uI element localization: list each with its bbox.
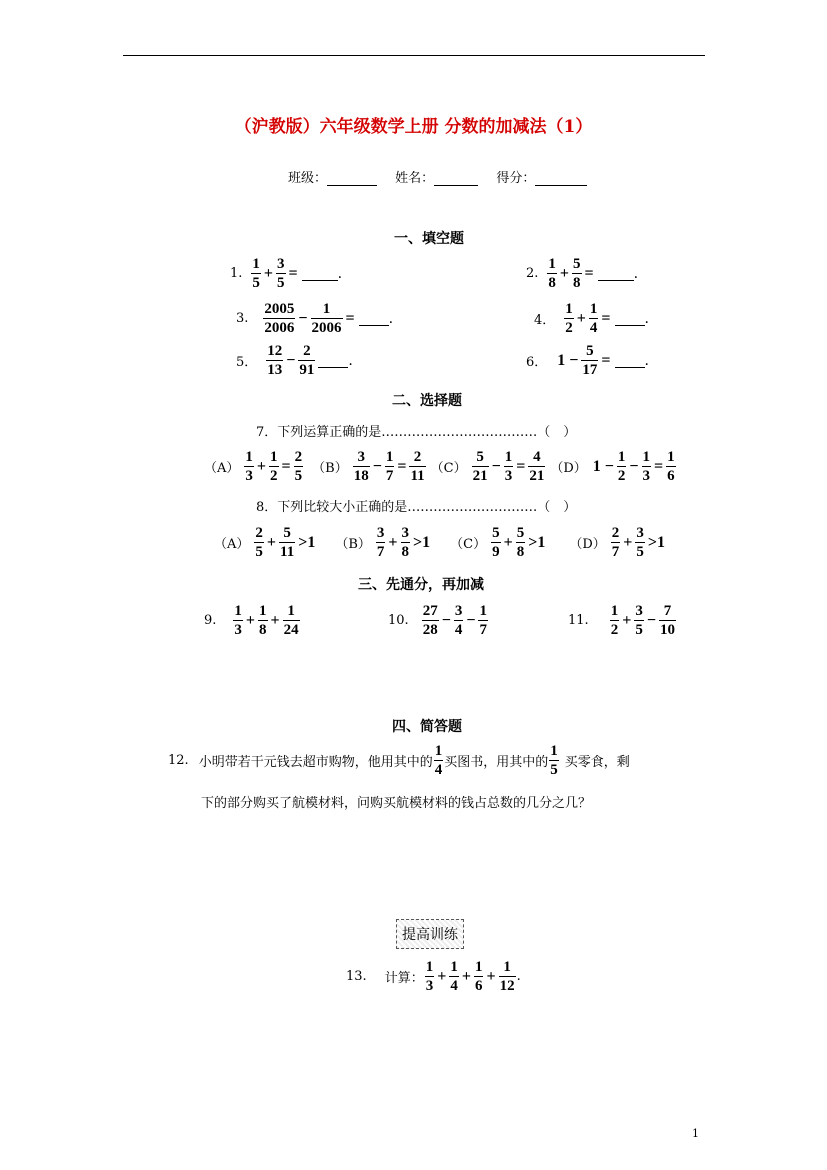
denominator: 18	[353, 468, 369, 484]
numerator: 5	[283, 525, 291, 541]
operator: −	[646, 611, 656, 629]
answer-blank[interactable]	[615, 353, 645, 368]
numerator: 2	[255, 525, 263, 541]
class-label: 班级：	[288, 171, 328, 186]
denominator: 8	[516, 544, 525, 560]
info-line	[288, 167, 587, 186]
question-4: 4． $\frac{1}{2}$ + $\frac{1}{4}$ = .	[534, 301, 649, 336]
class-field[interactable]	[327, 171, 377, 186]
equals-sign: =	[584, 264, 594, 282]
denominator: 7	[385, 468, 394, 484]
numerator: 1	[322, 301, 331, 317]
numerator: 2	[611, 525, 620, 541]
question-2: 2. $\frac{1}{8}$ + $\frac{5}{8}$ = .	[526, 256, 639, 291]
denominator: 5	[636, 544, 644, 560]
fraction	[401, 524, 411, 561]
equals-sign: =	[601, 309, 611, 327]
fraction	[474, 958, 484, 995]
option-label: （B）	[312, 461, 348, 476]
numerator: 1	[234, 603, 242, 619]
denominator: 2	[610, 622, 619, 638]
operator: −	[491, 457, 501, 475]
numerator: 1	[610, 603, 619, 619]
operator: >1	[528, 533, 546, 551]
denominator: 11	[280, 544, 295, 560]
fraction	[478, 602, 488, 639]
question-number: 9.	[204, 613, 217, 628]
numerator: 1	[504, 449, 513, 465]
fraction	[254, 524, 264, 561]
numerator: 3	[401, 525, 410, 541]
numerator: 1	[617, 449, 626, 465]
fraction	[528, 448, 545, 485]
operator: +	[623, 533, 633, 551]
denominator: 5	[277, 275, 285, 291]
numerator: 3	[635, 603, 643, 619]
question-number: 13.	[346, 969, 367, 984]
numerator: 4	[533, 449, 541, 465]
numerator: 3	[376, 525, 385, 541]
operator: =	[397, 457, 407, 475]
fraction	[635, 524, 645, 561]
fraction	[353, 448, 370, 485]
whole-number: 1	[557, 351, 566, 369]
question-number: 2.	[526, 266, 539, 281]
question-number: 6．	[526, 355, 548, 370]
fraction	[263, 300, 295, 337]
section-fill-heading: 一、填空题	[394, 231, 464, 247]
fraction	[409, 448, 425, 485]
numerator: 1	[287, 603, 295, 619]
numerator: 3	[454, 603, 463, 619]
question-6: 6． 1 − $\frac{5}{17}$ = .	[526, 343, 649, 378]
question-number: 11.	[568, 613, 589, 628]
question-12-line-2: 下的部分购买了航模材料，问购买航模材料的钱占总数的几分之几？	[201, 796, 592, 811]
option-c[interactable]	[450, 524, 547, 561]
fraction	[376, 524, 386, 561]
question-12-line-1	[168, 742, 630, 779]
denominator: 21	[472, 468, 488, 484]
denominator: 10	[659, 622, 675, 638]
numerator: 1	[503, 959, 511, 975]
fraction	[504, 448, 514, 485]
operator: +	[486, 967, 496, 985]
question-3: 3. $\frac{2005}{2006}$ − $\frac{1}{2006}$ = .	[236, 301, 394, 336]
answer-blank[interactable]	[359, 311, 389, 326]
name-label: 姓名：	[395, 171, 435, 186]
numerator: 1	[550, 743, 558, 759]
fraction	[258, 602, 268, 639]
fraction	[298, 342, 315, 379]
question-number: 5．	[236, 355, 258, 370]
denominator: 12	[499, 978, 515, 994]
denominator: 7	[611, 544, 620, 560]
numerator: 5	[573, 256, 581, 272]
operator: −	[286, 351, 296, 369]
question-number: 3.	[236, 311, 249, 326]
numerator: 1	[252, 256, 260, 272]
numerator: 1	[425, 959, 434, 975]
operator: 1	[592, 457, 601, 475]
option-c[interactable]	[431, 448, 547, 485]
option-label: （C）	[430, 461, 467, 476]
fraction	[276, 255, 286, 292]
equals-sign: =	[601, 351, 611, 369]
question-number: 12.	[168, 753, 189, 768]
fraction	[516, 524, 526, 561]
fraction	[269, 448, 279, 485]
fraction	[642, 448, 652, 485]
fraction	[611, 524, 621, 561]
denominator: 6	[667, 468, 675, 484]
option-label: （D）	[569, 537, 606, 552]
operator: +	[622, 611, 632, 629]
denominator: 5	[294, 468, 303, 484]
fraction	[547, 255, 557, 292]
page-number: 1	[692, 1127, 699, 1140]
fraction	[251, 255, 261, 292]
question-number: 10.	[388, 613, 409, 628]
numerator: 1	[548, 256, 556, 272]
denominator: 7	[376, 544, 385, 560]
answer-blank[interactable]	[598, 266, 634, 281]
numerator: 3	[277, 256, 285, 272]
fraction	[472, 448, 489, 485]
denominator: 28	[422, 622, 438, 638]
answer-blank[interactable]	[302, 266, 338, 281]
numerator: 2	[294, 449, 303, 465]
numerator: 1	[450, 959, 458, 975]
fraction	[294, 448, 304, 485]
operator: =	[654, 457, 664, 475]
numerator: 1	[434, 743, 443, 759]
denominator: 8	[401, 544, 410, 560]
section-choice-heading: 二、选择题	[392, 393, 462, 409]
fraction	[549, 742, 559, 779]
question-7-stem: 7．下列运算正确的是………………………………（ ）	[256, 425, 577, 440]
fraction	[266, 342, 283, 379]
denominator: 5	[252, 275, 260, 291]
denominator: 24	[283, 622, 299, 638]
operator: +	[437, 967, 447, 985]
operator: +	[256, 457, 267, 475]
denominator: 13	[267, 362, 283, 378]
operator: −	[441, 611, 451, 629]
denominator: 3	[425, 978, 434, 994]
option-b[interactable]	[312, 448, 427, 485]
score-field[interactable]	[535, 171, 587, 186]
question-9	[204, 602, 301, 639]
option-label: （D）	[550, 461, 587, 476]
numerator: 5	[516, 525, 525, 541]
denominator: 5	[550, 762, 558, 778]
question-number: 4．	[534, 313, 556, 328]
question-11	[568, 602, 677, 639]
denominator: 6	[474, 978, 483, 994]
denominator: 3	[642, 468, 651, 484]
question-5: 5． $\frac{12}{13}$ − $\frac{2}{91}$ .	[236, 343, 353, 378]
question-10	[388, 602, 489, 639]
question-8-options	[214, 524, 667, 561]
operator: −	[298, 309, 308, 327]
operator: >1	[647, 533, 666, 551]
numerator: 1	[270, 449, 278, 465]
denominator: 2	[565, 320, 573, 336]
denominator: 8	[573, 275, 581, 291]
fraction	[279, 524, 295, 561]
question-number: 1.	[230, 266, 243, 281]
fraction	[311, 300, 343, 337]
denominator: 2006	[264, 320, 295, 336]
question-7-options	[204, 448, 677, 485]
fraction	[454, 602, 464, 639]
denominator: 91	[299, 362, 315, 378]
advanced-practice-badge: 提高训练	[396, 919, 464, 949]
denominator: 4	[434, 762, 443, 778]
operator: +	[461, 967, 471, 985]
option-d[interactable]	[550, 448, 676, 485]
operator: −	[372, 457, 382, 475]
operator: −	[629, 457, 639, 475]
numerator: 1	[589, 301, 598, 317]
fraction	[589, 300, 599, 337]
fraction	[244, 448, 254, 485]
option-label: （B）	[335, 537, 371, 552]
denominator: 3	[504, 468, 513, 484]
operator: >1	[413, 533, 431, 551]
operator: −	[466, 611, 476, 629]
fraction	[564, 300, 574, 337]
name-field[interactable]	[434, 171, 478, 186]
denominator: 8	[548, 275, 556, 291]
question-text: 买零食，剩	[564, 755, 630, 770]
fraction	[610, 602, 620, 639]
question-text: 小明带若干元钱去超市购物，他用其中的	[198, 755, 433, 770]
denominator: 4	[454, 622, 463, 638]
option-a[interactable]	[204, 448, 304, 485]
fraction	[425, 958, 435, 995]
fraction	[634, 602, 644, 639]
question-text: 买图书，用其中的	[444, 755, 549, 770]
fraction	[659, 602, 676, 639]
denominator: 5	[635, 622, 643, 638]
denominator: 7	[479, 622, 487, 638]
operator: +	[576, 309, 586, 327]
denominator: 11	[410, 468, 425, 484]
numerator: 1	[642, 449, 651, 465]
question-text: 计算：	[384, 971, 424, 986]
numerator: 12	[267, 343, 283, 359]
operator: −	[569, 351, 579, 369]
answer-blank[interactable]	[318, 353, 348, 368]
operator: =	[516, 457, 526, 475]
fraction	[666, 448, 676, 485]
operator: +	[270, 611, 280, 629]
option-label: （C）	[450, 537, 487, 552]
denominator: 2	[617, 468, 626, 484]
operator: +	[559, 264, 570, 282]
equals-sign: =	[288, 264, 298, 282]
numerator: 2	[303, 343, 311, 359]
operator: −	[604, 457, 614, 475]
denominator: 3	[245, 468, 253, 484]
numerator: 7	[663, 603, 672, 619]
denominator: 3	[234, 622, 242, 638]
denominator: 4	[589, 320, 598, 336]
header-rule	[123, 55, 705, 56]
operator: +	[266, 533, 277, 551]
denominator: 2	[270, 468, 278, 484]
denominator: 17	[582, 362, 598, 378]
fraction	[617, 448, 627, 485]
fraction	[434, 742, 444, 779]
denominator: 21	[529, 468, 545, 484]
numerator: 27	[422, 603, 438, 619]
denominator: 5	[255, 544, 263, 560]
operator: >1	[298, 533, 316, 551]
operator: =	[281, 457, 291, 475]
operator: +	[503, 533, 513, 551]
numerator: 1	[259, 603, 267, 619]
numerator: 1	[667, 449, 675, 465]
numerator: 1	[385, 449, 394, 465]
option-label: （A）	[204, 461, 240, 476]
question-1: 1. $\frac{1}{5}$ + $\frac{3}{5}$ = .	[230, 256, 343, 291]
fraction	[499, 958, 516, 995]
fraction	[449, 958, 459, 995]
fraction	[233, 602, 243, 639]
option-a[interactable]	[214, 524, 317, 561]
denominator: 2006	[311, 320, 342, 336]
score-label: 得分：	[496, 171, 536, 186]
numerator: 2005	[264, 301, 295, 317]
denominator: 8	[259, 622, 267, 638]
numerator: 5	[476, 449, 484, 465]
page-title: （沪教版）六年级数学上册 分数的加减法（1）	[234, 117, 593, 137]
fraction	[385, 448, 395, 485]
numerator: 1	[474, 959, 483, 975]
section-answer-heading: 四、简答题	[392, 719, 462, 735]
operator: +	[263, 264, 274, 282]
answer-blank[interactable]	[615, 311, 645, 326]
equals-sign: =	[345, 309, 355, 327]
question-13: 13. 计算： $\frac{1}{3}$ + $\frac{1}{4}$ + $\frac{1}{6}$ + $\frac{1}{12}$ .	[346, 959, 521, 994]
denominator: 4	[450, 978, 458, 994]
numerator: 1	[479, 603, 487, 619]
fraction	[572, 255, 582, 292]
fraction	[581, 342, 598, 379]
fraction	[491, 524, 501, 561]
numerator: 3	[636, 525, 644, 541]
option-label: （A）	[214, 537, 250, 552]
operator: +	[245, 611, 256, 629]
denominator: 9	[492, 544, 500, 560]
numerator: 5	[586, 343, 594, 359]
option-b[interactable]	[335, 524, 432, 561]
operator: +	[388, 533, 398, 551]
numerator: 1	[245, 449, 253, 465]
numerator: 1	[565, 301, 573, 317]
option-d[interactable]	[569, 524, 667, 561]
numerator: 5	[492, 525, 500, 541]
numerator: 3	[357, 449, 365, 465]
fraction	[283, 602, 300, 639]
question-8-stem: 8．下列比较大小正确的是…………………………（ ）	[256, 500, 577, 515]
fraction	[422, 602, 439, 639]
section-calc-heading: 三、先通分，再加减	[358, 577, 484, 593]
numerator: 2	[413, 449, 422, 465]
